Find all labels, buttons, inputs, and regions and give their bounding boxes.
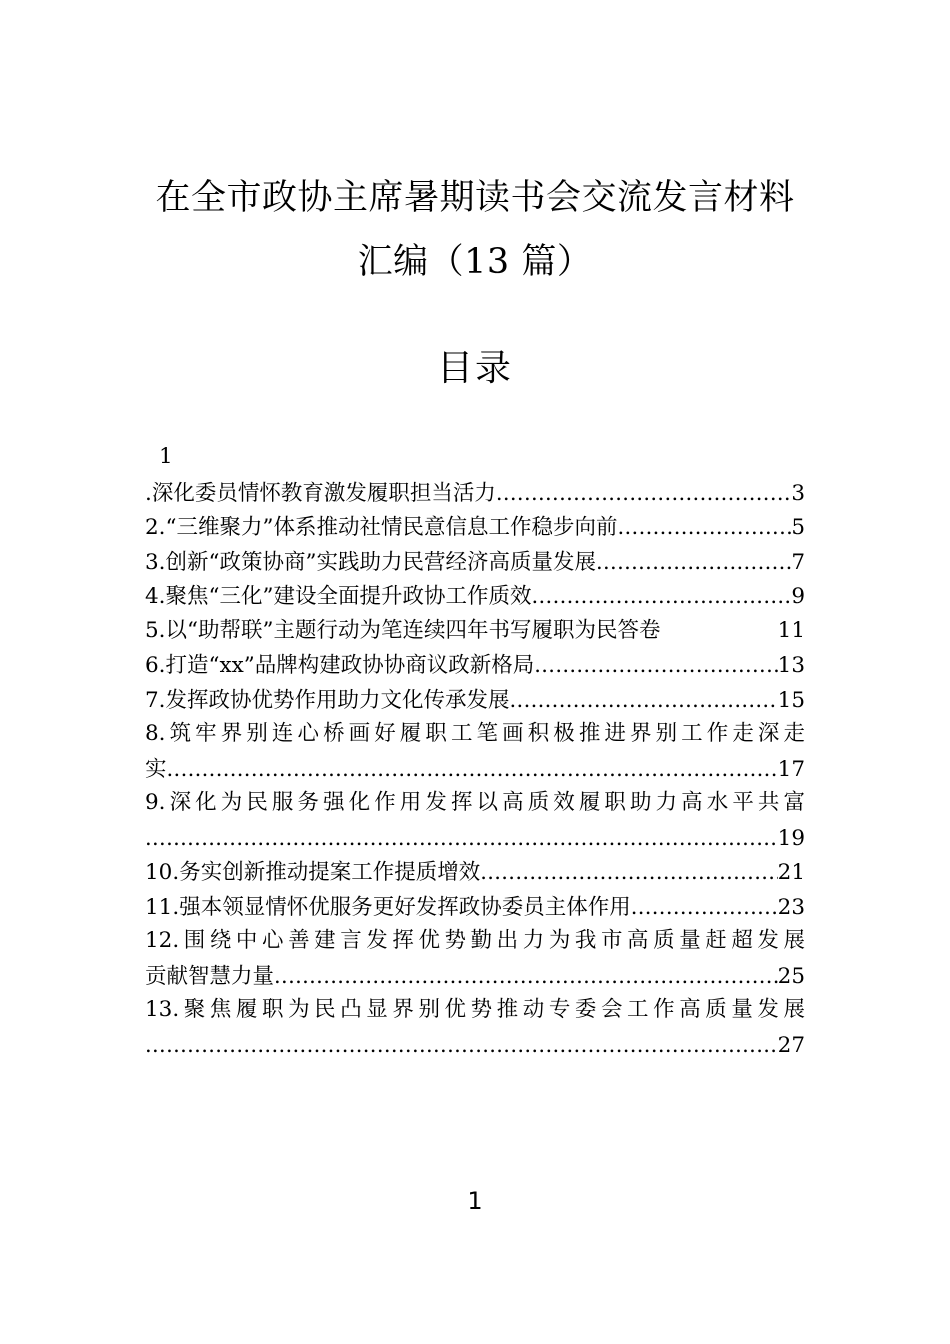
toc-entry-page: 3 <box>791 481 805 506</box>
toc-entry-7[interactable] <box>145 683 805 718</box>
toc-entry-5[interactable] <box>145 614 805 649</box>
dot-leader <box>534 648 777 683</box>
toc-entry-page: 17 <box>777 756 805 782</box>
dot-leader <box>167 752 778 787</box>
toc-entry-13[interactable] <box>145 993 805 1062</box>
toc-entry-page: 5 <box>791 515 805 540</box>
toc-entry-page: 9 <box>791 584 805 609</box>
toc-entry-page: 21 <box>777 860 805 885</box>
toc-entry-title: 3.创新“政策协商”实践助力民营经济高质量发展 <box>145 549 596 575</box>
toc-entry-11[interactable] <box>145 890 805 925</box>
toc-entry-6[interactable] <box>145 648 805 683</box>
dot-leader <box>145 1028 778 1063</box>
toc-entry-1[interactable] <box>145 438 805 510</box>
toc-entry-title: 6.打造“xx”品牌构建政协协商议政新格局 <box>145 653 535 678</box>
toc-entry-page: 11 <box>777 617 805 643</box>
toc-entry-10[interactable] <box>145 855 805 890</box>
toc-entry-9[interactable] <box>145 786 805 855</box>
toc-entry-8[interactable] <box>145 717 805 786</box>
toc-entry-title: 7.发挥政协优势作用助力文化传承发展 <box>145 687 510 713</box>
dot-leader <box>496 476 791 511</box>
dot-leader <box>631 890 778 925</box>
toc-entry-12[interactable] <box>145 924 805 993</box>
toc-entry-page: 23 <box>777 894 805 920</box>
toc-entry-title: .深化委员情怀教育激发履职担当活力 <box>145 481 496 506</box>
toc-entry-title-line-1: 9.深化为民服务强化作用发挥以高质效履职助力高水平共富 <box>145 790 805 815</box>
toc-entry-title-line-1: 8.筑牢界别连心桥画好履职工笔画积极推进界别工作走深走 <box>145 721 805 746</box>
dot-leader <box>510 683 778 718</box>
dot-leader <box>596 545 791 580</box>
toc-entry-page: 27 <box>777 1032 805 1058</box>
toc-entry-page: 19 <box>777 825 805 851</box>
toc-entry-title-line-1: 13.聚焦履职为民凸显界别优势推动专委会工作高质量发展 <box>145 997 805 1022</box>
toc-entry-title: 4.聚焦“三化”建设全面提升政协工作质效 <box>145 584 532 609</box>
toc-entry-2[interactable] <box>145 510 805 545</box>
table-of-contents <box>145 438 805 1062</box>
toc-entry-title: 5.以“助帮联”主题行动为笔连续四年书写履职为民答卷 <box>145 617 661 643</box>
document-title-line-1: 在全市政协主席暑期读书会交流发言材料 <box>155 178 795 218</box>
dot-leader <box>532 579 792 614</box>
toc-entry-title: 2.“三维聚力”体系推动社情民意信息工作稳步向前 <box>145 515 618 540</box>
dot-leader <box>480 855 777 890</box>
toc-entry-page: 13 <box>777 653 805 678</box>
dot-leader <box>274 959 778 994</box>
toc-entry-3[interactable] <box>145 545 805 580</box>
toc-entry-title: 10.务实创新推动提案工作提质增效 <box>145 860 481 885</box>
toc-entry-page: 25 <box>777 963 805 989</box>
toc-entry-page: 15 <box>777 687 805 713</box>
dot-leader <box>145 821 778 856</box>
toc-entry-number: 1 <box>159 444 173 469</box>
page-number: 1 <box>467 1187 483 1215</box>
toc-heading: 目录 <box>436 348 513 389</box>
document-title-line-2: 汇编（13 篇） <box>357 242 593 282</box>
toc-entry-title-line-1: 12.围绕中心善建言发挥优势勤出力为我市高质量赶超发展 <box>145 928 805 953</box>
toc-entry-title-line-2: 贡献智慧力量 <box>145 963 275 989</box>
dot-leader <box>618 510 792 545</box>
toc-entry-page: 7 <box>791 549 805 575</box>
toc-entry-title-line-2: 实 <box>145 756 167 782</box>
toc-entry-title: 11.强本领显情怀优服务更好发挥政协委员主体作用 <box>145 894 631 920</box>
toc-entry-4[interactable] <box>145 579 805 614</box>
